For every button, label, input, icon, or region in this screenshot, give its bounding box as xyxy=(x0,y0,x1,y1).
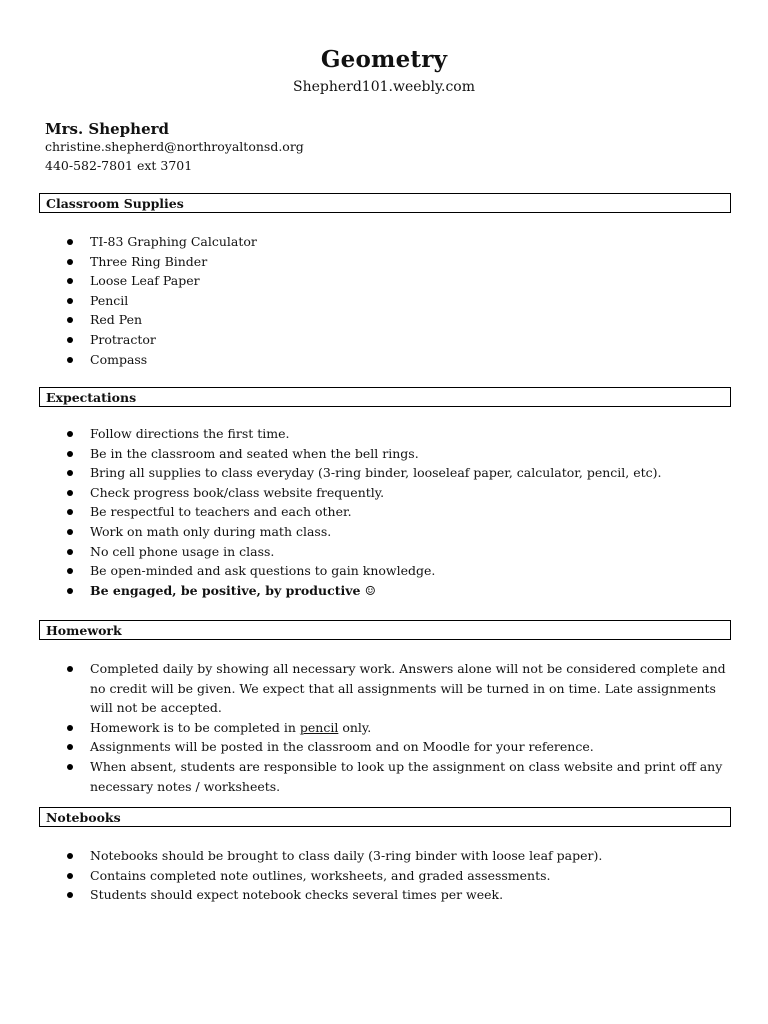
list-item: TI-83 Graphing Calculator xyxy=(39,232,730,252)
list-item: Students should expect notebook checks several times per week. xyxy=(39,885,730,905)
homework-list xyxy=(39,659,731,796)
list-item: Be open-minded and ask questions to gain knowledge. xyxy=(39,561,730,581)
bullet-icon xyxy=(67,588,73,594)
section-heading: Expectations xyxy=(39,387,731,407)
list-item: Assignments will be posted in the classroom and on Moodle for your reference. xyxy=(39,737,730,757)
section-heading: Notebooks xyxy=(39,807,731,827)
list-item: Work on math only during math class. xyxy=(39,522,730,542)
bullet-icon xyxy=(67,509,73,515)
list-item: Bring all supplies to class everyday (3-ring binder, looseleaf paper, calculator, pencil, etc). xyxy=(39,463,730,483)
list-item: Red Pen xyxy=(39,310,730,330)
bullet-icon xyxy=(67,298,73,304)
section-heading: Homework xyxy=(39,620,731,640)
list-item: Notebooks should be brought to class daily (3-ring binder with loose leaf paper). xyxy=(39,846,730,866)
bullet-icon xyxy=(67,892,73,898)
bullet-icon xyxy=(67,317,73,323)
expectations-list xyxy=(39,424,731,600)
bullet-icon xyxy=(67,549,73,555)
bullet-icon xyxy=(67,568,73,574)
section-notebooks xyxy=(39,807,731,905)
bullet-icon xyxy=(67,490,73,496)
list-item: Loose Leaf Paper xyxy=(39,271,730,291)
notebooks-list xyxy=(39,846,731,905)
bullet-icon xyxy=(67,853,73,859)
list-item: Be in the classroom and seated when the bell rings. xyxy=(39,444,730,464)
class-website: Shepherd101.weebly.com xyxy=(292,79,476,95)
bullet-icon xyxy=(67,278,73,284)
teacher-email: christine.shepherd@northroyaltonsd.org xyxy=(45,139,304,154)
bullet-icon xyxy=(67,666,73,672)
bullet-icon xyxy=(67,873,73,879)
bullet-icon xyxy=(67,357,73,363)
list-item: Be engaged, be positive, by productive ☺ xyxy=(39,581,730,601)
section-classroom-supplies xyxy=(39,193,731,369)
section-heading: Classroom Supplies xyxy=(39,193,731,213)
bullet-icon xyxy=(67,239,73,245)
teacher-phone: 440-582-7801 ext 3701 xyxy=(45,158,193,173)
section-homework xyxy=(39,620,731,796)
bullet-icon xyxy=(67,337,73,343)
bullet-icon xyxy=(67,431,73,437)
list-item: Follow directions the first time. xyxy=(39,424,730,444)
list-item: Completed daily by showing all necessary work. Answers alone will not be considered complete and no credit will be given. We expect that all assignments will be turned in on time. Late assignments will not be accepted. xyxy=(39,659,730,718)
bullet-icon xyxy=(67,259,73,265)
list-item: Protractor xyxy=(39,330,730,350)
list-item: Three Ring Binder xyxy=(39,252,730,272)
list-item: Check progress book/class website frequently. xyxy=(39,483,730,503)
supplies-list xyxy=(39,232,731,369)
list-item: When absent, students are responsible to look up the assignment on class website and print off any necessary notes / worksheets. xyxy=(39,757,730,796)
list-item: Pencil xyxy=(39,291,730,311)
bullet-icon xyxy=(67,451,73,457)
teacher-name: Mrs. Shepherd xyxy=(45,120,170,138)
bullet-icon xyxy=(67,725,73,731)
list-item: Compass xyxy=(39,350,730,370)
list-item: Homework is to be completed in pencil only. xyxy=(39,718,730,738)
list-item: Be respectful to teachers and each other. xyxy=(39,502,730,522)
bullet-icon xyxy=(67,470,73,476)
page-title: Geometry xyxy=(320,46,448,73)
bullet-icon xyxy=(67,744,73,750)
section-expectations xyxy=(39,387,731,600)
list-item: Contains completed note outlines, worksheets, and graded assessments. xyxy=(39,866,730,886)
list-item: No cell phone usage in class. xyxy=(39,542,730,562)
bullet-icon xyxy=(67,764,73,770)
bullet-icon xyxy=(67,529,73,535)
